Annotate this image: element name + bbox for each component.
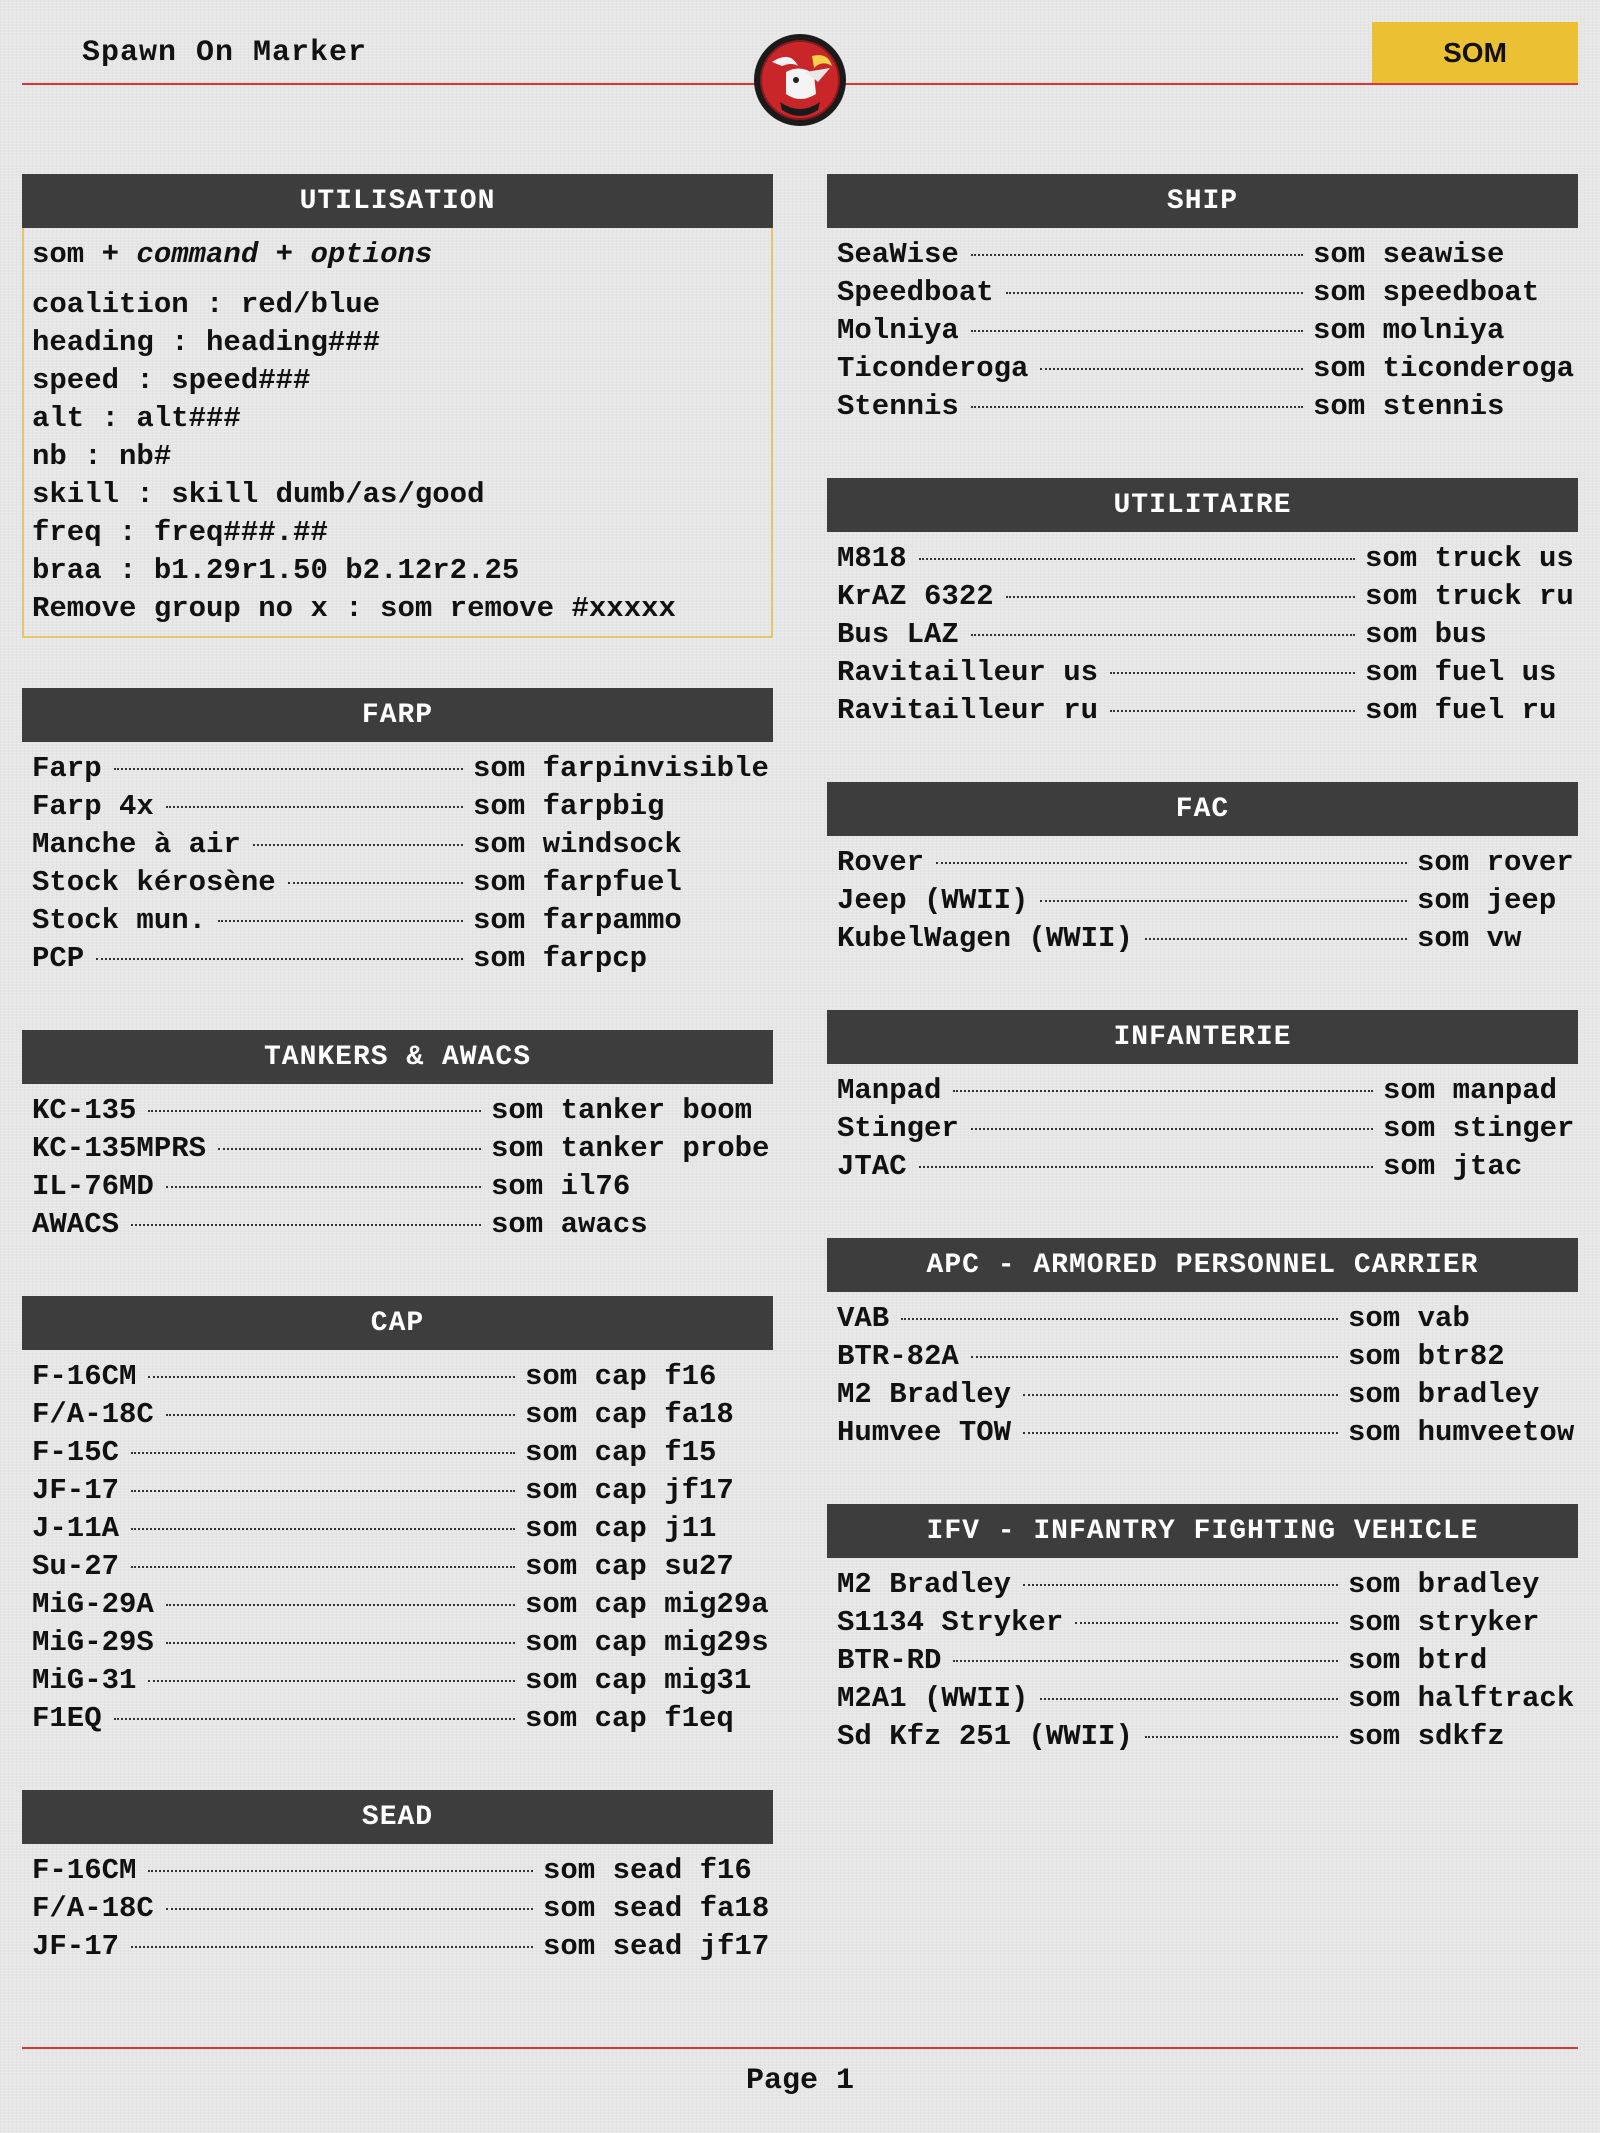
- spawn-command: som farpcp: [473, 942, 648, 975]
- command-row: [32, 1360, 773, 1398]
- dot-leader: [114, 768, 463, 770]
- unit-name: BTR-RD: [837, 1644, 942, 1677]
- command-row: [837, 884, 1578, 922]
- command-row: [32, 752, 773, 790]
- unit-name: Stock kérosène: [32, 866, 276, 899]
- dot-leader: [166, 1908, 533, 1910]
- unit-name: Manche à air: [32, 828, 241, 861]
- spawn-command: som jeep: [1417, 884, 1557, 917]
- spawn-command: som farpinvisible: [473, 752, 769, 785]
- dot-leader: [971, 1128, 1373, 1130]
- spawn-command: som seawise: [1313, 238, 1505, 271]
- command-row: [32, 1550, 773, 1588]
- section-header: APC - ARMORED PERSONNEL CARRIER: [827, 1238, 1578, 1292]
- dot-leader: [166, 1642, 515, 1644]
- usage-option-line: braa : b1.29r1.50 b2.12r2.25: [32, 554, 520, 587]
- dot-leader: [131, 1490, 515, 1492]
- spawn-command: som sead fa18: [543, 1892, 770, 1925]
- command-row: [837, 1074, 1578, 1112]
- spawn-command: som tanker boom: [491, 1094, 753, 1127]
- dot-leader: [288, 882, 463, 884]
- dot-leader: [148, 1680, 515, 1682]
- unit-name: Stennis: [837, 390, 959, 423]
- unit-name: Rover: [837, 846, 925, 879]
- spawn-command: som cap f15: [525, 1436, 717, 1469]
- unit-name: JF-17: [32, 1474, 120, 1507]
- spawn-command: som vw: [1417, 922, 1522, 955]
- spawn-command: som cap mig29s: [525, 1626, 769, 1659]
- unit-name: Stinger: [837, 1112, 959, 1145]
- syntax-command: command: [136, 238, 259, 271]
- command-row: [837, 1644, 1578, 1682]
- spawn-command: som bradley: [1348, 1378, 1540, 1411]
- section-header: FARP: [22, 688, 773, 742]
- unit-name: Jeep (WWII): [837, 884, 1029, 917]
- command-row: [32, 1132, 773, 1170]
- command-row: [837, 390, 1578, 428]
- unit-name: Speedboat: [837, 276, 994, 309]
- command-row: [837, 846, 1578, 884]
- dot-leader: [971, 634, 1355, 636]
- dot-leader: [166, 1414, 515, 1416]
- dot-leader: [1145, 1736, 1338, 1738]
- dot-leader: [131, 1224, 481, 1226]
- unit-name: VAB: [837, 1302, 890, 1335]
- command-row: [837, 314, 1578, 352]
- dot-leader: [131, 1946, 533, 1948]
- dot-leader: [1006, 596, 1355, 598]
- command-row: [837, 656, 1578, 694]
- section-fac: [827, 782, 1578, 960]
- command-row: [837, 580, 1578, 618]
- spawn-command: som farpammo: [473, 904, 682, 937]
- command-row: [837, 1378, 1578, 1416]
- usage-box: [22, 228, 773, 638]
- command-row: [837, 1682, 1578, 1720]
- unit-name: MiG-29A: [32, 1588, 154, 1621]
- dot-leader: [1023, 1394, 1338, 1396]
- unit-name: Su-27: [32, 1550, 120, 1583]
- dot-leader: [919, 558, 1355, 560]
- spawn-command: som humveetow: [1348, 1416, 1575, 1449]
- spawn-command: som halftrack: [1348, 1682, 1575, 1715]
- command-row: [837, 1112, 1578, 1150]
- right-column: [827, 174, 1578, 1808]
- dot-leader: [1023, 1584, 1338, 1586]
- dot-leader: [1040, 368, 1303, 370]
- syntax-plus: +: [275, 238, 294, 271]
- spawn-command: som windsock: [473, 828, 682, 861]
- unit-name: M2A1 (WWII): [837, 1682, 1029, 1715]
- command-row: [837, 542, 1578, 580]
- dot-leader: [96, 958, 463, 960]
- section-farp: [22, 688, 773, 980]
- command-row: [837, 1720, 1578, 1758]
- dot-leader: [901, 1318, 1338, 1320]
- spawn-command: som truck us: [1365, 542, 1574, 575]
- spawn-command: som sdkfz: [1348, 1720, 1505, 1753]
- spawn-command: som il76: [491, 1170, 631, 1203]
- section-header: SEAD: [22, 1790, 773, 1844]
- unit-name: SeaWise: [837, 238, 959, 271]
- dot-leader: [1040, 1698, 1338, 1700]
- unit-name: KubelWagen (WWII): [837, 922, 1133, 955]
- unit-name: Farp 4x: [32, 790, 154, 823]
- unit-name: KrAZ 6322: [837, 580, 994, 613]
- footer-divider: [22, 2047, 1578, 2049]
- command-row: [32, 866, 773, 904]
- unit-name: F/A-18C: [32, 1398, 154, 1431]
- command-list: [827, 1292, 1578, 1454]
- command-row: [837, 1340, 1578, 1378]
- dot-leader: [218, 920, 463, 922]
- command-row: [32, 1854, 773, 1892]
- dot-leader: [253, 844, 463, 846]
- dot-leader: [1040, 900, 1407, 902]
- spawn-command: som bradley: [1348, 1568, 1540, 1601]
- usage-option-line: freq : freq###.##: [32, 516, 328, 549]
- unit-name: Farp: [32, 752, 102, 785]
- dot-leader: [218, 1148, 481, 1150]
- usage-option-line: heading : heading###: [32, 326, 381, 359]
- unit-name: BTR-82A: [837, 1340, 959, 1373]
- dot-leader: [1110, 672, 1355, 674]
- command-list: [827, 228, 1578, 428]
- dot-leader: [1110, 710, 1355, 712]
- command-row: [32, 1512, 773, 1550]
- dot-leader: [148, 1376, 515, 1378]
- dot-leader: [166, 1604, 515, 1606]
- usage-option-line: coalition : red/blue: [32, 288, 381, 321]
- command-row: [32, 1170, 773, 1208]
- command-list: [22, 742, 773, 980]
- command-list: [827, 532, 1578, 732]
- command-row: [837, 1568, 1578, 1606]
- unit-name: F-15C: [32, 1436, 120, 1469]
- unit-name: JTAC: [837, 1150, 907, 1183]
- section-apc-armored-personnel-carrier: [827, 1238, 1578, 1454]
- unit-name: JF-17: [32, 1930, 120, 1963]
- spawn-command: som cap su27: [525, 1550, 734, 1583]
- command-row: [32, 1588, 773, 1626]
- command-row: [837, 238, 1578, 276]
- spawn-command: som vab: [1348, 1302, 1470, 1335]
- command-row: [32, 1398, 773, 1436]
- section-header: UTILISATION: [22, 174, 773, 228]
- dot-leader: [148, 1110, 481, 1112]
- spawn-command: som cap f1eq: [525, 1702, 734, 1735]
- spawn-command: som btr82: [1348, 1340, 1505, 1373]
- section-header: INFANTERIE: [827, 1010, 1578, 1064]
- spawn-command: som stryker: [1348, 1606, 1540, 1639]
- command-row: [837, 1150, 1578, 1188]
- command-list: [827, 1064, 1578, 1188]
- unit-name: AWACS: [32, 1208, 120, 1241]
- spawn-command: som farpfuel: [473, 866, 682, 899]
- spawn-command: som fuel ru: [1365, 694, 1557, 727]
- command-row: [837, 694, 1578, 732]
- unit-name: KC-135: [32, 1094, 137, 1127]
- dot-leader: [953, 1660, 1338, 1662]
- usage-option-line: nb : nb#: [32, 440, 172, 473]
- spawn-command: som cap fa18: [525, 1398, 734, 1431]
- usage-options-list: [32, 288, 763, 630]
- section-header: CAP: [22, 1296, 773, 1350]
- unit-name: Molniya: [837, 314, 959, 347]
- spawn-command: som bus: [1365, 618, 1487, 651]
- unit-name: M2 Bradley: [837, 1378, 1012, 1411]
- unit-name: M2 Bradley: [837, 1568, 1012, 1601]
- command-row: [32, 1626, 773, 1664]
- command-row: [837, 618, 1578, 656]
- command-list: [22, 1084, 773, 1246]
- spawn-command: som speedboat: [1313, 276, 1540, 309]
- syntax-options: options: [310, 238, 433, 271]
- spawn-command: som manpad: [1383, 1074, 1558, 1107]
- spawn-command: som cap jf17: [525, 1474, 734, 1507]
- command-row: [837, 1302, 1578, 1340]
- section-sead: [22, 1790, 773, 1968]
- command-row: [837, 922, 1578, 960]
- som-badge: SOM: [1372, 22, 1578, 83]
- command-row: [32, 1892, 773, 1930]
- unit-name: F-16CM: [32, 1360, 137, 1393]
- unit-name: MiG-29S: [32, 1626, 154, 1659]
- dot-leader: [971, 330, 1303, 332]
- spawn-command: som sead f16: [543, 1854, 752, 1887]
- spawn-command: som sead jf17: [543, 1930, 770, 1963]
- command-row: [32, 942, 773, 980]
- command-row: [32, 1664, 773, 1702]
- command-list: [22, 1844, 773, 1968]
- command-row: [32, 1094, 773, 1132]
- command-row: [837, 1416, 1578, 1454]
- spawn-command: som rover: [1417, 846, 1574, 879]
- dot-leader: [166, 1186, 481, 1188]
- spawn-command: som cap j11: [525, 1512, 717, 1545]
- spawn-command: som tanker probe: [491, 1132, 770, 1165]
- unit-name: Manpad: [837, 1074, 942, 1107]
- section-cap: [22, 1296, 773, 1740]
- syntax-prefix: som +: [32, 238, 120, 271]
- dot-leader: [114, 1718, 515, 1720]
- unit-name: IL-76MD: [32, 1170, 154, 1203]
- spawn-command: som stinger: [1383, 1112, 1575, 1145]
- spawn-command: som cap f16: [525, 1360, 717, 1393]
- section-ship: [827, 174, 1578, 428]
- spawn-command: som farpbig: [473, 790, 665, 823]
- squadron-logo-icon: [752, 32, 848, 128]
- section-header: IFV - INFANTRY FIGHTING VEHICLE: [827, 1504, 1578, 1558]
- unit-name: S1134 Stryker: [837, 1606, 1064, 1639]
- command-row: [837, 352, 1578, 390]
- unit-name: Stock mun.: [32, 904, 207, 937]
- document-title: Spawn On Marker: [82, 36, 368, 70]
- dot-leader: [131, 1528, 515, 1530]
- unit-name: Humvee TOW: [837, 1416, 1012, 1449]
- spawn-command: som cap mig29a: [525, 1588, 769, 1621]
- dot-leader: [971, 406, 1303, 408]
- dot-leader: [919, 1166, 1373, 1168]
- unit-name: F-16CM: [32, 1854, 137, 1887]
- command-row: [32, 1436, 773, 1474]
- spawn-command: som jtac: [1383, 1150, 1523, 1183]
- dot-leader: [166, 806, 463, 808]
- usage-syntax: [32, 238, 763, 276]
- usage-option-line: skill : skill dumb/as/good: [32, 478, 485, 511]
- section-header: UTILITAIRE: [827, 478, 1578, 532]
- dot-leader: [936, 862, 1407, 864]
- unit-name: PCP: [32, 942, 85, 975]
- unit-name: F/A-18C: [32, 1892, 154, 1925]
- command-row: [32, 1208, 773, 1246]
- command-list: [827, 1558, 1578, 1758]
- left-column: [22, 174, 773, 2018]
- command-list: [827, 836, 1578, 960]
- usage-option-line: alt : alt###: [32, 402, 241, 435]
- section-tankers-awacs: [22, 1030, 773, 1246]
- usage-option-line: Remove group no x : som remove #xxxxx: [32, 592, 676, 625]
- dot-leader: [971, 254, 1303, 256]
- page-number: Page 1: [745, 2064, 855, 2098]
- command-row: [837, 1606, 1578, 1644]
- dot-leader: [1145, 938, 1407, 940]
- dot-leader: [1023, 1432, 1338, 1434]
- unit-name: Bus LAZ: [837, 618, 959, 651]
- section-utilitaire: [827, 478, 1578, 732]
- spawn-command: som molniya: [1313, 314, 1505, 347]
- command-row: [32, 1474, 773, 1512]
- command-row: [32, 790, 773, 828]
- spawn-command: som ticonderoga: [1313, 352, 1575, 385]
- dot-leader: [971, 1356, 1338, 1358]
- command-row: [837, 276, 1578, 314]
- unit-name: MiG-31: [32, 1664, 137, 1697]
- dot-leader: [131, 1566, 515, 1568]
- dot-leader: [148, 1870, 533, 1872]
- section-header: SHIP: [827, 174, 1578, 228]
- command-row: [32, 828, 773, 866]
- command-row: [32, 1930, 773, 1968]
- spawn-command: som cap mig31: [525, 1664, 752, 1697]
- usage-option-line: speed : speed###: [32, 364, 311, 397]
- spawn-command: som stennis: [1313, 390, 1505, 423]
- section-header: TANKERS & AWACS: [22, 1030, 773, 1084]
- unit-name: Ticonderoga: [837, 352, 1029, 385]
- unit-name: J-11A: [32, 1512, 120, 1545]
- dot-leader: [953, 1090, 1373, 1092]
- unit-name: Ravitailleur us: [837, 656, 1099, 689]
- dot-leader: [1075, 1622, 1338, 1624]
- section-infanterie: [827, 1010, 1578, 1188]
- spawn-command: som fuel us: [1365, 656, 1557, 689]
- command-list: [22, 1350, 773, 1740]
- section-ifv-infantry-fighting-vehicle: [827, 1504, 1578, 1758]
- command-row: [32, 1702, 773, 1740]
- dot-leader: [131, 1452, 515, 1454]
- section-header: FAC: [827, 782, 1578, 836]
- spawn-command: som truck ru: [1365, 580, 1574, 613]
- usage-section: [22, 174, 773, 638]
- spawn-command: som btrd: [1348, 1644, 1488, 1677]
- unit-name: Sd Kfz 251 (WWII): [837, 1720, 1133, 1753]
- unit-name: KC-135MPRS: [32, 1132, 207, 1165]
- dot-leader: [1006, 292, 1303, 294]
- unit-name: Ravitailleur ru: [837, 694, 1099, 727]
- spawn-command: som awacs: [491, 1208, 648, 1241]
- command-row: [32, 904, 773, 942]
- unit-name: M818: [837, 542, 907, 575]
- unit-name: F1EQ: [32, 1702, 102, 1735]
